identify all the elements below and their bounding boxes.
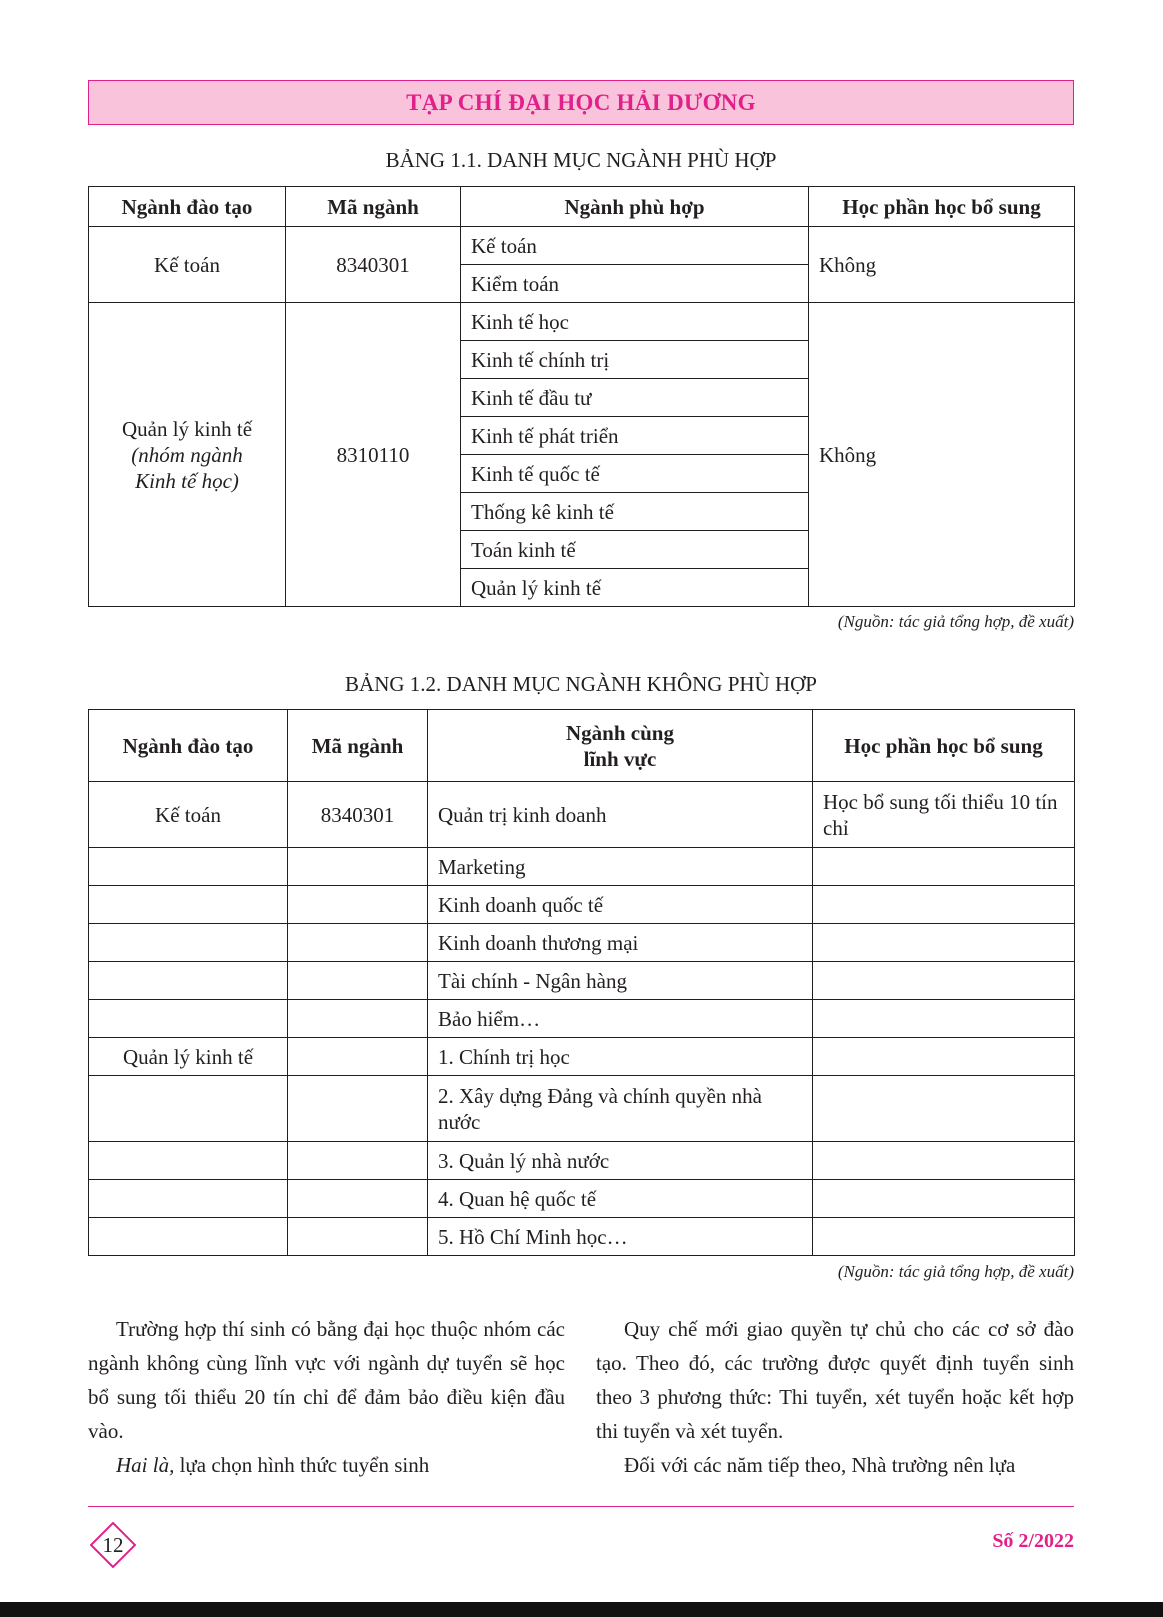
cell-nganh: [89, 1142, 288, 1180]
cell-phu-hop: Kinh tế quốc tế: [461, 455, 809, 493]
cell-ma-nganh: [288, 962, 428, 1000]
cell-cung-linh-vuc: Bảo hiểm…: [428, 1000, 813, 1038]
right-paragraph-1: Quy chế mới giao quyền tự chủ cho các cơ sở đào tạo. Theo đó, các trường được quyết định tuyển sinh theo 3 phương thức: Thi tuyển, xét tuyển hoặc kết hợp thi tuyển và xét tuyển.: [596, 1317, 1074, 1443]
issue-number: Số 2/2022: [992, 1530, 1074, 1552]
cell-cung-linh-vuc: Kinh doanh quốc tế: [428, 886, 813, 924]
left-paragraph-1: Trường hợp thí sinh có bằng đại học thuộc nhóm các ngành không cùng lĩnh vực với ngành dự tuyển sẽ học bổ sung tối thiểu 20 tín chỉ để đảm bảo điều kiện đầu vào.: [88, 1317, 565, 1443]
cell-phu-hop: Kinh tế phát triển: [461, 417, 809, 455]
table-suitable-majors: [88, 186, 1075, 607]
table-row: [89, 848, 1075, 886]
table1-source: (Nguồn: tác giả tổng hợp, đề xuất): [837, 612, 1074, 631]
cell-nganh: Kế toán: [89, 782, 288, 848]
header-nganh-dao-tao: Ngành đào tạo: [89, 710, 288, 782]
cell-bo-sung: [813, 1038, 1075, 1076]
table2-caption: BẢNG 1.2. DANH MỤC NGÀNH KHÔNG PHÙ HỢP: [345, 672, 817, 696]
cell-cung-linh-vuc: Marketing: [428, 848, 813, 886]
cell-nganh-name: Quản lý kinh tế: [121, 416, 253, 441]
table-header-row: [89, 710, 1075, 782]
cell-cung-linh-vuc: Tài chính - Ngân hàng: [428, 962, 813, 1000]
table-row: [89, 1076, 1075, 1142]
cell-ma-nganh: [288, 1076, 428, 1142]
table-row: [89, 1218, 1075, 1256]
left-paragraph-2-text: lựa chọn hình thức tuyển sinh: [174, 1453, 430, 1477]
table-row: [89, 1180, 1075, 1218]
cell-nganh: Quản lý kinh tế: [89, 1038, 288, 1076]
header-ma-nganh: Mã ngành: [288, 710, 428, 782]
cell-phu-hop: Kế toán: [461, 227, 809, 265]
cell-phu-hop: Toán kinh tế: [461, 531, 809, 569]
cell-nganh: [89, 962, 288, 1000]
page-number: 12: [102, 1532, 124, 1557]
left-column: [88, 1312, 565, 1482]
table-row: [89, 1000, 1075, 1038]
left-paragraph-2-emphasis: Hai là,: [116, 1453, 175, 1477]
table-unsuitable-majors: [88, 709, 1075, 1256]
cell-bo-sung: [813, 1142, 1075, 1180]
header-nganh-cung: Ngành cùng: [566, 720, 674, 745]
header-linh-vuc: lĩnh vực: [583, 746, 657, 771]
cell-cung-linh-vuc: 3. Quản lý nhà nước: [428, 1142, 813, 1180]
cell-cung-linh-vuc: 2. Xây dựng Đảng và chính quyền nhà nước: [428, 1076, 813, 1142]
cell-ma-nganh: 8340301: [286, 227, 461, 303]
cell-cung-linh-vuc: Kinh doanh thương mại: [428, 924, 813, 962]
table-row: [89, 227, 1075, 265]
cell-phu-hop: Kiểm toán: [461, 265, 809, 303]
cell-nganh: [89, 1218, 288, 1256]
cell-phu-hop: Thống kê kinh tế: [461, 493, 809, 531]
table-row: [89, 1142, 1075, 1180]
cell-ma-nganh: [288, 886, 428, 924]
cell-ma-nganh: [288, 848, 428, 886]
header-nganh-cung-linh-vuc: [428, 710, 813, 782]
cell-nganh: [89, 303, 286, 607]
table-row: [89, 924, 1075, 962]
cell-nganh-note-2: Kinh tế học): [135, 468, 239, 493]
cell-phu-hop: Kinh tế học: [461, 303, 809, 341]
header-hoc-phan-bo-sung: Học phần học bổ sung: [813, 710, 1075, 782]
cell-bo-sung: [813, 1180, 1075, 1218]
cell-cung-linh-vuc: Quản trị kinh doanh: [428, 782, 813, 848]
table-row: [89, 962, 1075, 1000]
cell-nganh-note-1: (nhóm ngành: [131, 442, 243, 467]
cell-bo-sung: [813, 962, 1075, 1000]
cell-phu-hop: Quản lý kinh tế: [461, 569, 809, 607]
right-column: [596, 1312, 1074, 1482]
cell-ma-nganh: 8310110: [286, 303, 461, 607]
page-number-badge: [90, 1522, 136, 1568]
table-row: [89, 1038, 1075, 1076]
table2-source: (Nguồn: tác giả tổng hợp, đề xuất): [837, 1262, 1074, 1281]
cell-cung-linh-vuc: 1. Chính trị học: [428, 1038, 813, 1076]
cell-nganh: [89, 1000, 288, 1038]
cell-phu-hop: Kinh tế chính trị: [461, 341, 809, 379]
journal-title: TẠP CHÍ ĐẠI HỌC HẢI DƯƠNG: [406, 89, 756, 115]
journal-header: [88, 80, 1074, 125]
cell-nganh: Kế toán: [89, 227, 286, 303]
cell-ma-nganh: [288, 924, 428, 962]
table-row: [89, 782, 1075, 848]
cell-cung-linh-vuc: 5. Hồ Chí Minh học…: [428, 1218, 813, 1256]
cell-nganh: [89, 848, 288, 886]
cell-ma-nganh: 8340301: [288, 782, 428, 848]
cell-bo-sung: [813, 924, 1075, 962]
cell-ma-nganh: [288, 1218, 428, 1256]
header-hoc-phan-bo-sung: Học phần học bổ sung: [809, 187, 1075, 227]
table-row: [89, 303, 1075, 341]
cell-nganh: [89, 1076, 288, 1142]
cell-nganh: [89, 924, 288, 962]
cell-bo-sung: Không: [809, 303, 1075, 607]
scan-border: [0, 1602, 1163, 1617]
footer-divider: [88, 1506, 1074, 1507]
cell-bo-sung: [813, 1076, 1075, 1142]
cell-bo-sung: [813, 1218, 1075, 1256]
header-nganh-dao-tao: Ngành đào tạo: [89, 187, 286, 227]
cell-bo-sung: Học bổ sung tối thiểu 10 tín chỉ: [813, 782, 1075, 848]
table1-caption: BẢNG 1.1. DANH MỤC NGÀNH PHÙ HỢP: [385, 148, 777, 172]
cell-ma-nganh: [288, 1038, 428, 1076]
cell-ma-nganh: [288, 1180, 428, 1218]
table-row: [89, 886, 1075, 924]
cell-bo-sung: [813, 1000, 1075, 1038]
cell-nganh: [89, 886, 288, 924]
cell-phu-hop: Kinh tế đầu tư: [461, 379, 809, 417]
cell-ma-nganh: [288, 1142, 428, 1180]
cell-nganh: [89, 1180, 288, 1218]
cell-cung-linh-vuc: 4. Quan hệ quốc tế: [428, 1180, 813, 1218]
cell-bo-sung: [813, 848, 1075, 886]
left-paragraph-2: [88, 1448, 565, 1482]
cell-bo-sung: [813, 886, 1075, 924]
table-header-row: [89, 187, 1075, 227]
header-ma-nganh: Mã ngành: [286, 187, 461, 227]
cell-bo-sung: Không: [809, 227, 1075, 303]
cell-ma-nganh: [288, 1000, 428, 1038]
header-nganh-phu-hop: Ngành phù hợp: [461, 187, 809, 227]
right-paragraph-2: Đối với các năm tiếp theo, Nhà trường nên lựa: [624, 1453, 1016, 1477]
